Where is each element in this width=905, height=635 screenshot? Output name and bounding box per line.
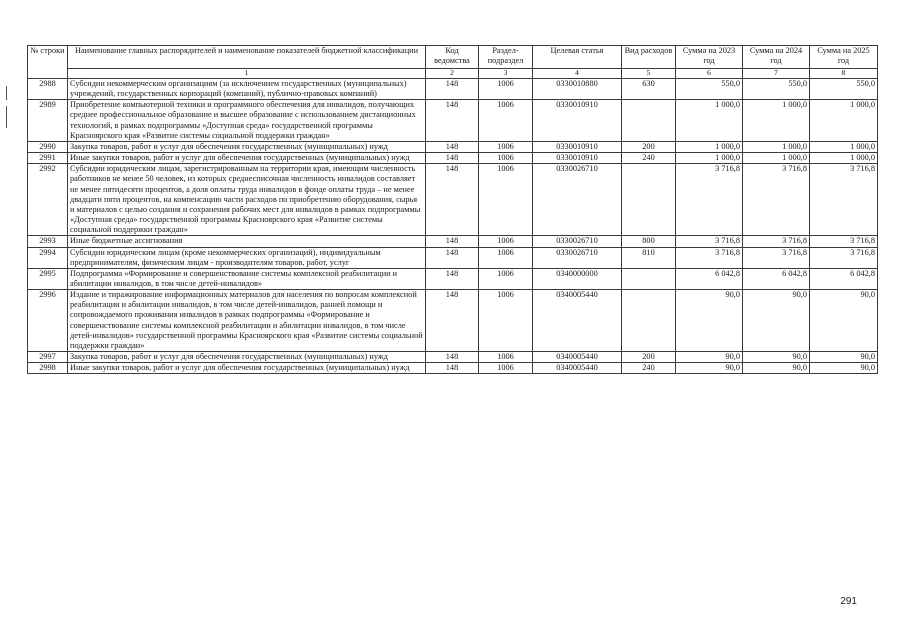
row-sum-2023: 90,0 bbox=[676, 363, 743, 374]
table-row bbox=[28, 79, 878, 100]
row-razdel: 1006 bbox=[479, 100, 533, 142]
row-ved: 148 bbox=[426, 79, 479, 100]
row-sum-2024: 90,0 bbox=[743, 352, 810, 363]
header-razdel: Раздел-подраздел bbox=[479, 46, 533, 69]
row-number: 2998 bbox=[28, 363, 68, 374]
row-ved: 148 bbox=[426, 352, 479, 363]
row-sum-2025: 1 000,0 bbox=[810, 141, 878, 152]
row-sum-2023: 1 000,0 bbox=[676, 100, 743, 142]
col-number: 2 bbox=[426, 69, 479, 79]
row-number: 2997 bbox=[28, 352, 68, 363]
row-ved: 148 bbox=[426, 363, 479, 374]
header-sum-2025: Сумма на 2025 год bbox=[810, 46, 878, 69]
row-sum-2025: 90,0 bbox=[810, 363, 878, 374]
row-sum-2025: 3 716,8 bbox=[810, 247, 878, 268]
header-sum-2024: Сумма на 2024 год bbox=[743, 46, 810, 69]
header-name: Наименование главных распорядителей и наименование показателей бюджетной классификации bbox=[68, 46, 426, 69]
row-sum-2025: 1 000,0 bbox=[810, 100, 878, 142]
row-expense-type bbox=[622, 268, 676, 289]
row-name: Подпрограмма «Формирование и совершенствование системы комплексной реабилитации и абилитации инвалидов, в том числе детей-инвалидов» bbox=[68, 268, 426, 289]
row-name: Субсидии юридическим лицам, зарегистрированным на территории края, имеющим численность работников не менее 50 человек, из которых среднесписочная численность инвалидов составляет не менее пятидесяти процентов, а доля оплаты труда инвалидов в фонде оплаты труда – не менее двадцати пяти процентов, на компенсацию части расходов по приобретению оборудования, сырья и материалов с целью создания и сохранения рабочих мест для инвалидов в рамках подпрограммы «Доступная среда» государственной программы Красноярского края «Развитие системы социальной поддержки граждан» bbox=[68, 164, 426, 236]
row-target-article: 0340005440 bbox=[533, 363, 622, 374]
row-sum-2025: 1 000,0 bbox=[810, 153, 878, 164]
row-sum-2023: 3 716,8 bbox=[676, 236, 743, 247]
row-sum-2025: 3 716,8 bbox=[810, 164, 878, 236]
row-sum-2023: 90,0 bbox=[676, 290, 743, 352]
row-name: Субсидии некоммерческим организациям (за исключением государственных (муниципальных) учреждений, государственных корпораций (компаний), публично-правовых компаний) bbox=[68, 79, 426, 100]
col-number: 4 bbox=[533, 69, 622, 79]
row-ved: 148 bbox=[426, 247, 479, 268]
row-razdel: 1006 bbox=[479, 236, 533, 247]
row-name: Субсидии юридическим лицам (кроме некоммерческих организаций), индивидуальным предпринимателям, физическим лицам - производителям товаров, работ, услуг bbox=[68, 247, 426, 268]
table-body bbox=[28, 79, 878, 374]
col-number: 5 bbox=[622, 69, 676, 79]
row-sum-2025: 550,0 bbox=[810, 79, 878, 100]
table-row bbox=[28, 247, 878, 268]
row-sum-2024: 3 716,8 bbox=[743, 247, 810, 268]
row-razdel: 1006 bbox=[479, 141, 533, 152]
col-number: 6 bbox=[676, 69, 743, 79]
row-name: Иные бюджетные ассигнования bbox=[68, 236, 426, 247]
row-razdel: 1006 bbox=[479, 290, 533, 352]
row-name: Иные закупки товаров, работ и услуг для обеспечения государственных (муниципальных) нужд bbox=[68, 363, 426, 374]
row-sum-2024: 3 716,8 bbox=[743, 164, 810, 236]
row-sum-2024: 6 042,8 bbox=[743, 268, 810, 289]
col-number: 1 bbox=[68, 69, 426, 79]
row-target-article: 0330026710 bbox=[533, 236, 622, 247]
row-sum-2023: 550,0 bbox=[676, 79, 743, 100]
row-sum-2023: 3 716,8 bbox=[676, 247, 743, 268]
row-expense-type: 800 bbox=[622, 236, 676, 247]
row-razdel: 1006 bbox=[479, 247, 533, 268]
header-row bbox=[28, 46, 878, 69]
table-row bbox=[28, 164, 878, 236]
row-target-article: 0330010910 bbox=[533, 141, 622, 152]
row-target-article: 0330026710 bbox=[533, 247, 622, 268]
row-expense-type bbox=[622, 290, 676, 352]
row-sum-2025: 3 716,8 bbox=[810, 236, 878, 247]
row-number: 2990 bbox=[28, 141, 68, 152]
row-sum-2025: 90,0 bbox=[810, 352, 878, 363]
row-sum-2024: 550,0 bbox=[743, 79, 810, 100]
row-expense-type: 240 bbox=[622, 153, 676, 164]
row-sum-2025: 90,0 bbox=[810, 290, 878, 352]
header-expense-type: Вид расходов bbox=[622, 46, 676, 69]
row-razdel: 1006 bbox=[479, 79, 533, 100]
table-row bbox=[28, 236, 878, 247]
row-sum-2024: 1 000,0 bbox=[743, 153, 810, 164]
table-row bbox=[28, 363, 878, 374]
row-razdel: 1006 bbox=[479, 352, 533, 363]
table-row bbox=[28, 100, 878, 142]
row-target-article: 0330010910 bbox=[533, 100, 622, 142]
row-expense-type bbox=[622, 100, 676, 142]
row-ved: 148 bbox=[426, 268, 479, 289]
table-row bbox=[28, 352, 878, 363]
table-row bbox=[28, 141, 878, 152]
row-name: Закупка товаров, работ и услуг для обеспечения государственных (муниципальных) нужд bbox=[68, 352, 426, 363]
col-number: 7 bbox=[743, 69, 810, 79]
row-expense-type: 200 bbox=[622, 141, 676, 152]
row-razdel: 1006 bbox=[479, 153, 533, 164]
row-sum-2025: 6 042,8 bbox=[810, 268, 878, 289]
budget-table bbox=[27, 45, 878, 374]
row-number: 2993 bbox=[28, 236, 68, 247]
row-expense-type: 630 bbox=[622, 79, 676, 100]
row-name: Приобретение компьютерной техники и программного обеспечения для инвалидов, получающих среднее профессиональное образование и высшее образование с использованием дистанционных технологий, в рамках подпрограммы «Доступная среда» государственной программы Красноярского края «Развитие системы социальной поддержки граждан» bbox=[68, 100, 426, 142]
row-sum-2023: 1 000,0 bbox=[676, 153, 743, 164]
table-row bbox=[28, 290, 878, 352]
row-ved: 148 bbox=[426, 100, 479, 142]
row-number: 2989 bbox=[28, 100, 68, 142]
row-sum-2023: 6 042,8 bbox=[676, 268, 743, 289]
row-sum-2023: 3 716,8 bbox=[676, 164, 743, 236]
row-target-article: 0340000000 bbox=[533, 268, 622, 289]
row-name: Закупка товаров, работ и услуг для обеспечения государственных (муниципальных) нужд bbox=[68, 141, 426, 152]
header-ved: Код ведомства bbox=[426, 46, 479, 69]
row-target-article: 0330026710 bbox=[533, 164, 622, 236]
col-number: 3 bbox=[479, 69, 533, 79]
page-number: 291 bbox=[840, 596, 857, 607]
row-razdel: 1006 bbox=[479, 164, 533, 236]
row-expense-type: 200 bbox=[622, 352, 676, 363]
row-sum-2024: 1 000,0 bbox=[743, 141, 810, 152]
header-number-row bbox=[28, 69, 878, 79]
row-ved: 148 bbox=[426, 290, 479, 352]
row-ved: 148 bbox=[426, 153, 479, 164]
row-number: 2988 bbox=[28, 79, 68, 100]
col-number: 8 bbox=[810, 69, 878, 79]
row-sum-2023: 1 000,0 bbox=[676, 141, 743, 152]
row-number: 2995 bbox=[28, 268, 68, 289]
row-ved: 148 bbox=[426, 236, 479, 247]
row-ved: 148 bbox=[426, 141, 479, 152]
row-target-article: 0330010910 bbox=[533, 153, 622, 164]
table-row bbox=[28, 153, 878, 164]
scan-artifact-mark bbox=[6, 86, 7, 100]
row-expense-type: 810 bbox=[622, 247, 676, 268]
row-number: 2994 bbox=[28, 247, 68, 268]
scan-artifact-mark bbox=[6, 106, 7, 128]
row-number: 2991 bbox=[28, 153, 68, 164]
row-sum-2024: 90,0 bbox=[743, 363, 810, 374]
row-sum-2024: 1 000,0 bbox=[743, 100, 810, 142]
row-razdel: 1006 bbox=[479, 268, 533, 289]
row-target-article: 0330010880 bbox=[533, 79, 622, 100]
row-expense-type: 240 bbox=[622, 363, 676, 374]
row-razdel: 1006 bbox=[479, 363, 533, 374]
header-row-number: № строки bbox=[28, 46, 68, 79]
row-sum-2024: 3 716,8 bbox=[743, 236, 810, 247]
row-name: Иные закупки товаров, работ и услуг для обеспечения государственных (муниципальных) нужд bbox=[68, 153, 426, 164]
row-sum-2023: 90,0 bbox=[676, 352, 743, 363]
row-target-article: 0340005440 bbox=[533, 352, 622, 363]
header-sum-2023: Сумма на 2023 год bbox=[676, 46, 743, 69]
table-header bbox=[28, 46, 878, 79]
row-name: Издание и тиражирование информационных материалов для населения по вопросам комплексной реабилитации и абилитации инвалидов, в том числе детей-инвалидов, ранней помощи и сопровождаемого проживания инвалидов в рамках подпрограммы «Формирование и совершенствование системы комплексной реабилитации и абилитации инвалидов, в том числе детей-инвалидов» государственной программы Красноярского края «Развитие системы социальной поддержки граждан» bbox=[68, 290, 426, 352]
row-expense-type bbox=[622, 164, 676, 236]
table-row bbox=[28, 268, 878, 289]
row-number: 2996 bbox=[28, 290, 68, 352]
row-ved: 148 bbox=[426, 164, 479, 236]
row-target-article: 0340005440 bbox=[533, 290, 622, 352]
row-sum-2024: 90,0 bbox=[743, 290, 810, 352]
row-number: 2992 bbox=[28, 164, 68, 236]
header-target-article: Целевая статья bbox=[533, 46, 622, 69]
